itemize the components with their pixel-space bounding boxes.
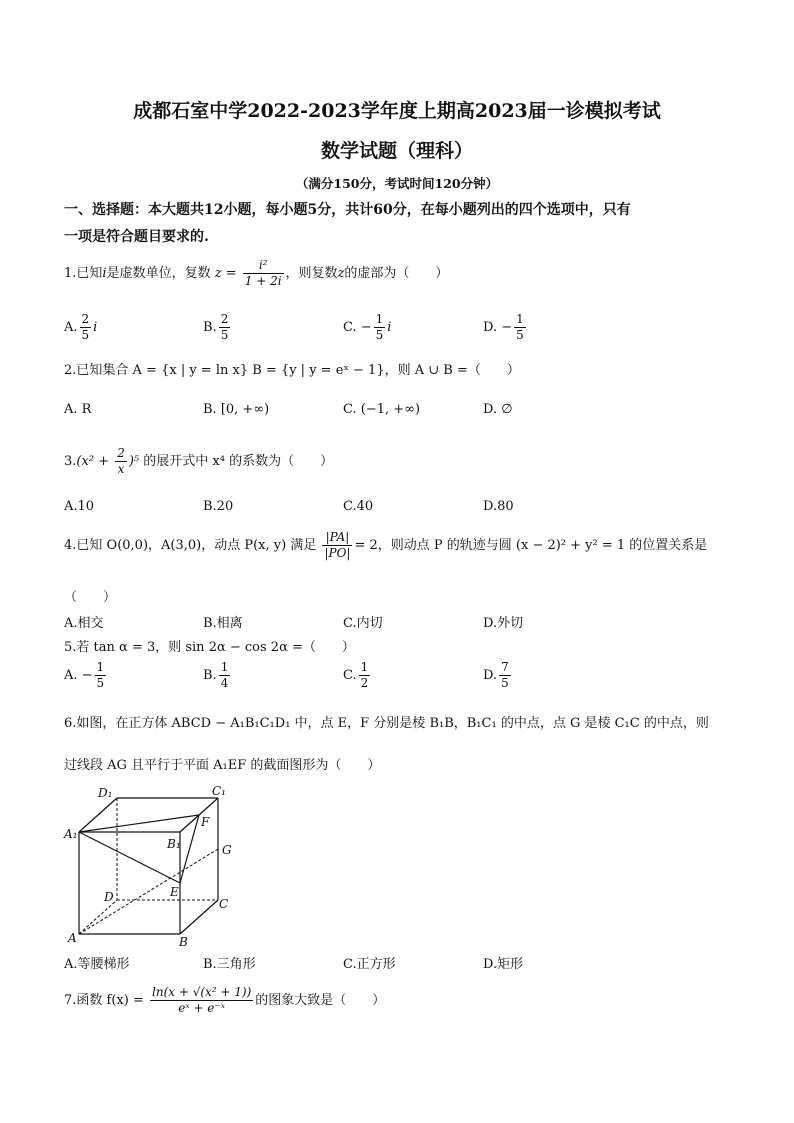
q6-option-d[interactable]: D.矩形 — [483, 957, 524, 972]
q4-option-b[interactable]: B.相离 — [203, 616, 243, 631]
exam-info: （满分150分，考试时间120分钟） — [295, 176, 499, 191]
segment-a1-f — [79, 815, 199, 832]
option-tail: i — [93, 320, 98, 335]
option-num: 1 — [375, 312, 384, 326]
q5-option-c[interactable] — [343, 660, 372, 691]
cube-figure — [62, 786, 242, 954]
q6-option-a[interactable]: A.等腰梯形 — [64, 957, 130, 972]
option-tail: i — [387, 320, 392, 335]
q2-option-a[interactable]: A. R — [64, 402, 92, 417]
q2-option-b[interactable]: B. [0, +∞) — [203, 402, 270, 417]
q6-option-c[interactable]: C.正方形 — [343, 957, 396, 972]
label-d: D — [104, 890, 114, 904]
q4-den: |PO| — [324, 546, 351, 560]
question-6-cont: 过线段 AG 且平行于平面 A₁EF 的截面图形为（ ） — [64, 758, 381, 773]
question-4 — [64, 530, 707, 561]
q4-fraction — [322, 530, 352, 561]
option-den: 5 — [96, 676, 105, 690]
hidden-segment-a-g — [79, 849, 218, 934]
q3-prefix: 3. — [64, 454, 77, 469]
q1-lhs: z = — [214, 266, 237, 281]
option-den: 2 — [360, 676, 369, 690]
option-den: 5 — [501, 676, 509, 690]
q1-option-b[interactable] — [203, 312, 232, 343]
option-num: 1 — [360, 660, 369, 674]
q1-num: i² — [243, 258, 284, 274]
question-1 — [64, 258, 448, 289]
q1-option-a[interactable] — [64, 312, 97, 343]
q1-i: i — [102, 266, 107, 281]
option-num: 1 — [516, 312, 524, 326]
q1-text-mid: 是虚数单位，复数 — [106, 266, 211, 281]
option-label: A. − — [64, 668, 93, 683]
label-f: F — [201, 815, 210, 829]
option-den: 4 — [220, 676, 229, 690]
q7-num: ln(x + √(x² + 1)) — [152, 985, 252, 999]
cube-diagram — [62, 786, 242, 950]
exam-title: 成都石室中学2022-2023学年度上期高2023届一诊模拟考试 — [133, 100, 661, 122]
option-fraction — [80, 312, 92, 343]
segment-a1-e — [79, 832, 180, 883]
option-den: 5 — [81, 328, 90, 342]
q3-suffix: 的展开式中 x⁴ 的系数为（ ） — [143, 454, 334, 469]
question-6: 6.如图，在正方体 ABCD − A₁B₁C₁D₁ 中，点 E，F 分别是棱 B₁B，B₁C₁ 的中点，点 G 是棱 C₁C 的中点，则 — [64, 716, 709, 731]
option-fraction — [95, 660, 107, 691]
option-label: C. − — [343, 320, 372, 335]
question-5: 5.若 tan α = 3，则 sin 2α − cos 2α =（ ） — [64, 640, 355, 655]
label-g: G — [222, 843, 232, 857]
option-num: 2 — [220, 312, 229, 326]
option-den: 5 — [516, 328, 524, 342]
q3-den: x — [117, 462, 125, 476]
question-2: 2.已知集合 A = {x | y = ln x} B = {y | y = eˣ − 1}，则 A ∪ B =（ ） — [64, 363, 520, 378]
option-fraction — [514, 312, 526, 343]
option-label: D. — [483, 668, 498, 683]
hidden-edge-a-d — [79, 900, 117, 934]
label-e: E — [170, 885, 179, 899]
question-7 — [64, 985, 385, 1016]
option-den: 5 — [220, 328, 229, 342]
q4-option-c[interactable]: C.内切 — [343, 616, 383, 631]
q5-option-b[interactable] — [203, 660, 232, 691]
option-num: 1 — [96, 660, 105, 674]
q1-text-suffix2: 的虚部为（ ） — [344, 266, 449, 281]
q3-option-a[interactable]: A.10 — [64, 499, 95, 514]
option-den: 5 — [375, 328, 384, 342]
q3-expr: (x² + — [76, 454, 114, 469]
q6-option-b[interactable]: B.三角形 — [203, 957, 256, 972]
q7-fraction — [150, 985, 253, 1016]
option-num: 7 — [501, 660, 509, 674]
q4-num: |PA| — [322, 530, 352, 546]
q7-prefix: 7.函数 f(x) = — [64, 993, 144, 1008]
label-b1: B₁ — [167, 837, 181, 851]
option-label: C. — [343, 668, 357, 683]
q7-den: eˣ + e⁻ˣ — [178, 1001, 226, 1015]
q1-option-c[interactable] — [343, 312, 391, 343]
option-label: B. — [203, 668, 217, 683]
option-label: D. − — [483, 320, 513, 335]
q1-fraction — [243, 258, 284, 289]
option-fraction — [219, 312, 231, 343]
q4-prefix: 4.已知 O(0,0)，A(3,0)，动点 P(x, y) 满足 — [64, 538, 317, 553]
q3-option-c[interactable]: C.40 — [343, 499, 374, 514]
q3-option-d[interactable]: D.80 — [483, 499, 514, 514]
q5-option-a[interactable] — [64, 660, 108, 691]
section-heading-cont: 一项是符合题目要求的. — [64, 229, 209, 245]
q1-option-d[interactable] — [483, 312, 528, 343]
q3-close: )⁵ — [128, 454, 140, 469]
segment-f-e — [180, 815, 199, 883]
q4-suffix: = 2，则动点 P 的轨迹与圆 (x − 2)² + y² = 1 的位置关系是 — [354, 538, 708, 553]
q1-den: 1 + 2i — [244, 274, 282, 288]
q3-option-b[interactable]: B.20 — [203, 499, 234, 514]
q1-text-suffix: ，则复数 — [285, 266, 338, 281]
option-num: 1 — [220, 660, 229, 674]
q4-option-a[interactable]: A.相交 — [64, 616, 104, 631]
section-heading: 一、选择题：本大题共12小题，每小题5分，共计60分，在每小题列出的四个选项中，只有 — [64, 202, 631, 218]
option-fraction — [374, 312, 386, 343]
option-label: B. — [203, 320, 217, 335]
q1-z: z — [337, 266, 345, 281]
q4-paren: （ ） — [64, 590, 117, 605]
label-c1: C₁ — [212, 786, 226, 798]
q4-option-d[interactable]: D.外切 — [483, 616, 524, 631]
label-d1: D₁ — [98, 786, 113, 800]
q5-option-d[interactable] — [483, 660, 513, 691]
q1-text-prefix: 1.已知 — [64, 266, 103, 281]
option-fraction — [359, 660, 371, 691]
q3-fraction — [115, 446, 127, 477]
question-3 — [64, 446, 333, 477]
label-b: B — [179, 935, 188, 949]
option-label: A. — [64, 320, 78, 335]
exam-subject: 数学试题（理科） — [320, 140, 473, 162]
option-fraction — [219, 660, 231, 691]
edge-b-c — [180, 900, 218, 934]
q3-num: 2 — [117, 446, 125, 460]
q7-suffix: 的图象大致是（ ） — [255, 993, 386, 1008]
option-num: 2 — [81, 312, 90, 326]
option-fraction — [499, 660, 511, 691]
label-a: A — [68, 931, 77, 945]
label-a1: A₁ — [64, 827, 78, 841]
q2-option-c[interactable]: C. (−1, +∞) — [343, 402, 421, 417]
q2-option-d[interactable]: D. ∅ — [483, 402, 513, 417]
label-c: C — [219, 897, 229, 911]
